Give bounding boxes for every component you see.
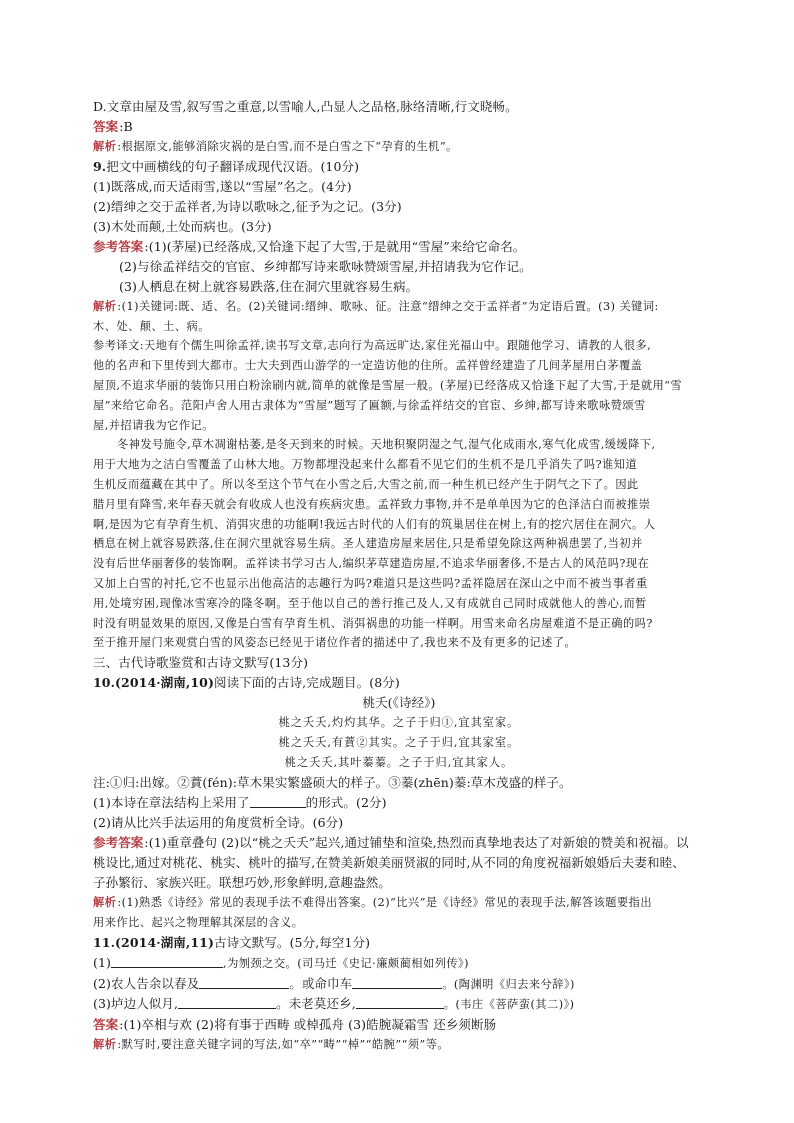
sub-question-text: 。(陶渊明《归去来兮辞》) [442,977,575,991]
analysis-text: :(1)关键词:既、适、名。(2)关键词:缙绅、歌咏、征。注意“缙绅之交于孟祥者”为定语后置。(3) 关键词: [117,299,659,313]
analysis-text: :根据原文,能够消除灾祸的是白雪,而不是白雪之下“孕育的生机”。 [117,140,458,153]
sub-question-text: (1)本诗在章法结构上采用了 [93,795,250,811]
question-source: (2014·湖南,11) [115,934,214,950]
sub-question-text: (3)垆边人似月, [93,996,179,1012]
question-text: 把文中画横线的句子翻译成现代汉语。(10分) [106,158,360,174]
analysis-text: :(1)熟悉《诗经》常见的表现手法不难得出答案。(2)“比兴”是《诗经》常见的表现手法,解答该题要指出 [117,896,653,910]
analysis-text: :默写时,要注意关键字词的写法,如“卒”“畴”“棹”“皓腕”“须”等。 [117,1038,450,1052]
page-content [93,97,705,1055]
analysis-label: 解析 [93,298,117,313]
answer-blank[interactable] [199,976,289,989]
q10-analysis-1 [93,893,705,913]
q9-stem [93,157,705,177]
q11-sub2 [93,974,705,995]
q8-answer [93,117,705,137]
q9-sub1: (1)既落成,而天适雨雪,遂以“雪屋”名之。(4分) [93,178,352,194]
poem-line: 桃之夭夭,灼灼其华。之子于归①,宜其室家。 [278,716,520,730]
q9-ref-answer-1 [93,237,705,257]
q10-sub2: (2)请从比兴手法运用的角度赏析全诗。(6分) [93,815,344,831]
translation-line: 用于大地为之洁白雪覆盖了山林大地。万物都埋没起来什么都看不见它们的生机不是几乎消失了吗?谁知道 [93,458,638,472]
translation-line: 没有后世华丽奢侈的装饰啊。孟祥读书学习古人,编织茅草建造房屋,不追求华丽奢侈,不是古人的风范吗?现在 [93,557,650,571]
section-heading: 三、古代诗歌鉴赏和古诗文默写(13分) [93,655,309,671]
sub-question-text: 。未老莫还乡, [276,996,356,1012]
ref-answer-text: :(1)(茅屋)已经落成,又恰逢下起了大雪,于是就用“雪屋”来给它命名。 [144,238,526,254]
question-number: 10. [93,675,116,691]
ref-answer-label: 参考答案 [93,238,144,254]
q11-answer [93,1015,705,1035]
translation-line: 屋顶,不追求华丽的装饰只用白粉涂刷内就,简单的就像是雪屋一般。(茅屋)已经落成又恰逢下起了大雪,于是就用“雪 [93,378,683,392]
q9-analysis-1 [93,297,705,317]
answer-blank[interactable] [250,795,306,808]
sub-question-text: 。或命巾车 [289,975,353,991]
translation-line: 时没有明显效果的原因,又像是白雪有孕育生机、消弭祸患的功能一样啊。用雪来命名房屋难道不是正确的吗? [93,616,653,630]
sub-question-text: (2)农人告余以春及 [93,975,200,991]
q10-note: 注:①归:出嫁。②蕡(fén):草木果实繁盛硕大的样子。③蓁(zhēn)蓁:草木茂盛的样子。 [93,775,572,791]
sub-question-text: 的形式。(2分) [305,795,387,811]
sub-question-text: (1) [93,954,112,970]
question-number: 9. [93,158,107,174]
poem-line: 桃之夭夭,其叶蓁蓁。之子于归,宜其家人。 [284,756,514,770]
answer-blank[interactable] [356,996,444,1009]
q10-ref-answer-2: 桃设比,通过对桃花、桃实、桃叶的描写,在赞美新娘美丽贤淑的同时,从不同的角度祝福新娘婚后夫妻和睦、 [93,855,685,871]
q11-stem [93,933,705,953]
q10-analysis-2: 用来作比、起兴之物理解其深层的含义。 [93,915,304,929]
question-text: 阅读下面的古诗,完成题目。(8分) [213,675,400,691]
answer-blank[interactable] [352,976,442,989]
question-number: 11. [93,934,116,950]
ref-answer-label: 参考答案 [93,835,144,851]
q10-ref-answer-3: 子孙繁衍、家族兴旺。联想巧妙,形象鲜明,意趣盎然。 [93,875,391,891]
question-source: (2014·湖南,10) [115,675,214,691]
q11-sub3 [93,994,705,1015]
answer-label: 答案 [93,119,119,134]
translation-line: 至于推开屋门来观赏白雪的风姿态已经见于诸位作者的描述中了,我也来不及有更多的记述了。 [93,636,577,650]
translation-line: 栖息在树上就容易跌落,住在洞穴里就容易生病。圣人建造房屋来居住,只是希望免除这两种祸患罢了,当初并 [93,537,643,551]
q9-ref-answer-2: (2)与徐孟祥结交的官宦、乡绅都写诗来歌咏赞颂雪屋,并招请我为它作记。 [119,258,532,274]
translation-line: 用,处境穷困,现像冰雪寒冷的隆冬啊。至于他以自己的善行推己及人,又有成就自己同时成就他人的善心,而暂 [93,596,647,610]
answer-value: :(1)卒相与欢 (2)将有事于西畴 或棹孤舟 (3)皓腕凝霜雪 还乡须断肠 [119,1017,497,1033]
translation-line: 屋,并招请我为它作记。 [93,418,214,432]
q11-sub1 [93,953,705,974]
translation-line: 生机反而蕴藏在其中了。所以冬至这个节气在小雪之后,大雪之前,而一种生机已经产生于阴气之下了。因此 [93,477,639,491]
analysis-label: 解析 [93,1037,117,1052]
q10-stem [93,673,705,693]
question-text: 古诗文默写。(5分,每空1分) [213,934,371,950]
translation-line: 他的名声和下里传到大都市。士大夫到西山游学的一定造访他的住所。孟祥曾经建造了几间茅屋用白茅覆盖 [93,359,643,373]
translation-line: 啊,是因为它有孕育生机、消弭灾患的功能啊!我远古时代的人们有的筑巢居住在树上,有的挖穴居住在洞穴。人 [93,517,656,531]
q10-ref-answer-1 [93,833,705,853]
sub-question-text: ,为刎颈之交。(司马迁《史记·廉颇蔺相如列传》) [223,956,470,970]
q10-sub1 [93,793,705,813]
answer-value: :B [119,119,133,134]
q9-analysis-2: 木、处、颠、土、病。 [93,319,210,333]
q8-analysis [93,137,705,157]
answer-label: 答案 [93,1017,119,1033]
translation-line: 腊月里有降雪,来年春天就会有收成人也没有疾病灾患。孟祥致力事物,并不是单单因为它的色泽洁白而被推崇 [93,497,651,511]
translation-line: 冬神发号施令,草木凋谢枯萎,是冬天到来的时候。天地积聚阴湿之气,湿气化成雨水,寒气化成雪,缓缓降下, [117,438,656,452]
analysis-label: 解析 [93,139,117,153]
poem-title: 桃夭(《诗经》) [362,695,436,711]
q11-analysis [93,1035,705,1055]
translation-line: 又加上白雪的衬托,它不也显示出他高洁的志趣行为吗?难道只是这些吗?孟祥隐居在深山之中而不被当事者重 [93,576,648,590]
translation-line: 屋”来给它命名。范阳卢舍人用古隶体为“雪屋”题写了匾额,与徐孟祥结交的官宦、乡绅,都写诗来歌咏赞颂雪 [93,398,646,412]
q9-ref-answer-3: (3)人栖息在树上就容易跌落,住在洞穴里就容易生病。 [119,278,419,294]
answer-blank[interactable] [111,955,223,968]
q9-sub2: (2)缙绅之交于孟祥者,为诗以歌咏之,征予为之记。(3分) [93,198,402,214]
sub-question-text: 。(韦庄《菩萨蛮(其二)》) [443,998,575,1012]
answer-blank[interactable] [178,996,276,1009]
q8-option-d: D.文章由屋及雪,叙写雪之重意,以雪喻人,凸显人之品格,脉络清晰,行文晓畅。 [93,99,518,114]
poem-line: 桃之夭夭,有蕡②其实。之子于归,宜其家室。 [278,736,520,750]
translation-line: 参考译文:天地有个儒生叫徐孟祥,读书写文章,志向行为高远旷达,家住光福山中。跟随他学习、请教的人很多, [93,339,652,353]
analysis-label: 解析 [93,895,117,910]
ref-answer-text: :(1)重章叠句 (2)以“桃之夭夭”起兴,通过铺垫和渲染,热烈而真挚地表达了对新娘的赞美和祝福。以 [144,835,689,851]
q9-sub3: (3)木处而颠,土处而病也。(3分) [93,218,272,234]
